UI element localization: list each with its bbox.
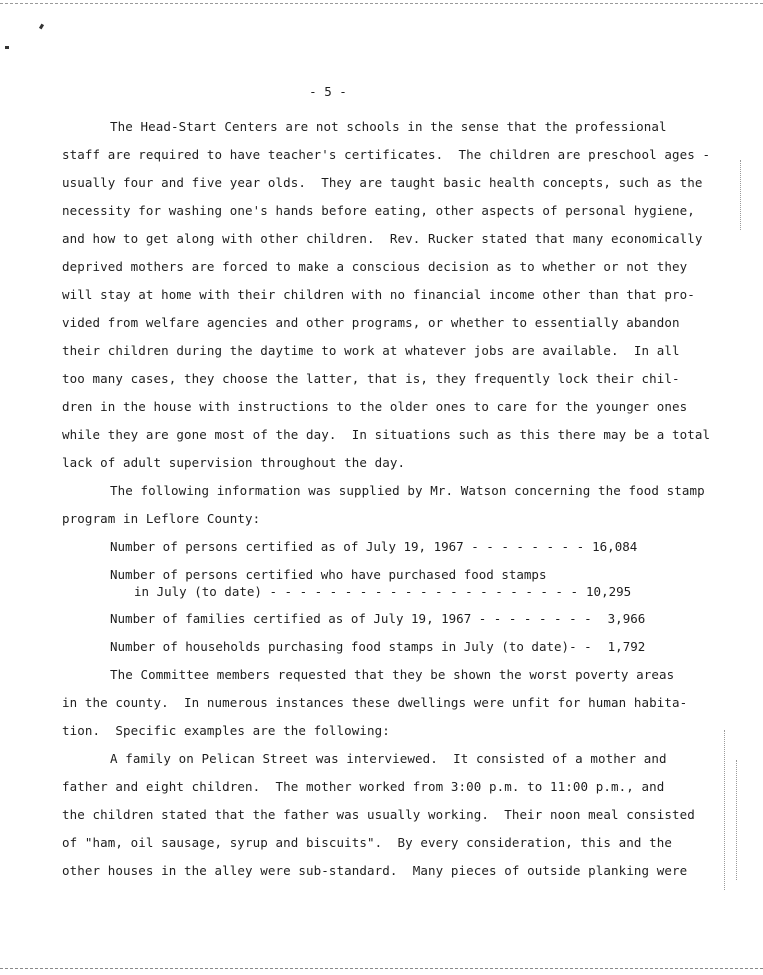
document-body [62,113,711,885]
stat-households-purchasing [62,633,672,661]
text-line: father and eight children. The mother worked from 3:00 p.m. to 11:00 p.m., and [62,779,665,794]
stat-value: 1,792 [607,639,646,654]
food-stamp-statistics [62,533,672,661]
text-line: The Head-Start Centers are not schools in the sense that the professional [110,119,667,134]
bottom-scan-edge [0,968,763,969]
stat-value: 10,295 [586,584,632,599]
text-line: of "ham, oil sausage, syrup and biscuits". By every consideration, this and the [62,835,673,850]
text-line: lack of adult supervision throughout the day. [62,455,406,470]
text-line: their children during the daytime to work at whatever jobs are available. In all [62,343,680,358]
paragraph-head-start [62,113,711,477]
text-line: The following information was supplied by Mr. Watson concerning the food stamp [110,483,705,498]
stat-label-continued [110,583,672,603]
text-line: A family on Pelican Street was interviewed. It consisted of a mother and [110,751,667,766]
stat-persons-purchased [62,561,672,605]
margin-scan-artifact [736,760,737,880]
stat-persons-certified [62,533,672,561]
scan-speck [5,46,9,49]
text-line: in the county. In numerous instances these dwellings were unfit for human habita- [62,695,688,710]
top-scan-edge [0,3,763,4]
margin-scan-artifact [724,730,725,890]
stat-value: 16,084 [592,539,638,554]
paragraph-food-stamp-intro [62,477,705,533]
text-line: tion. Specific examples are the following: [62,723,390,738]
stat-value: 3,966 [607,611,646,626]
text-line: and how to get along with other children. Rev. Rucker stated that many economically [62,231,703,246]
text-line: deprived mothers are forced to make a conscious decision as to whether or not they [62,259,688,274]
paragraph-poverty-areas [62,661,688,745]
stat-label: Number of families certified as of July 19, 1967 - - - - - - - - [110,611,592,626]
text-line: the children stated that the father was usually working. Their noon meal consisted [62,807,695,822]
stat-families-certified [62,605,672,633]
text-line: too many cases, they choose the latter, that is, they frequently lock their chil- [62,371,680,386]
text-line: necessity for washing one's hands before eating, other aspects of personal hygiene, [62,203,695,218]
stat-label: in July (to date) - - - - - - - - - - - - - - - - - - - - - [134,584,579,599]
text-line: staff are required to have teacher's certificates. The children are preschool ages - [62,147,711,162]
text-line: vided from welfare agencies and other programs, or whether to essentially abandon [62,315,680,330]
text-line: The Committee members requested that they be shown the worst poverty areas [110,667,675,682]
scan-speck [39,24,44,30]
text-line: usually four and five year olds. They are taught basic health concepts, such as the [62,175,703,190]
page-number: - 5 - [309,84,347,99]
stat-label: Number of households purchasing food stamps in July (to date)- - [110,639,592,654]
text-line: dren in the house with instructions to the older ones to care for the younger ones [62,399,688,414]
text-line: other houses in the alley were sub-standard. Many pieces of outside planking were [62,863,688,878]
stat-label: Number of persons certified as of July 19, 1967 - - - - - - - - [110,539,585,554]
stat-label: Number of persons certified who have purchased food stamps [110,567,547,582]
text-line: will stay at home with their children with no financial income other than that pro- [62,287,695,302]
paragraph-pelican-street [62,745,695,885]
text-line: program in Leflore County: [62,511,261,526]
text-line: while they are gone most of the day. In situations such as this there may be a total [62,427,711,442]
margin-scan-artifact [740,160,741,230]
